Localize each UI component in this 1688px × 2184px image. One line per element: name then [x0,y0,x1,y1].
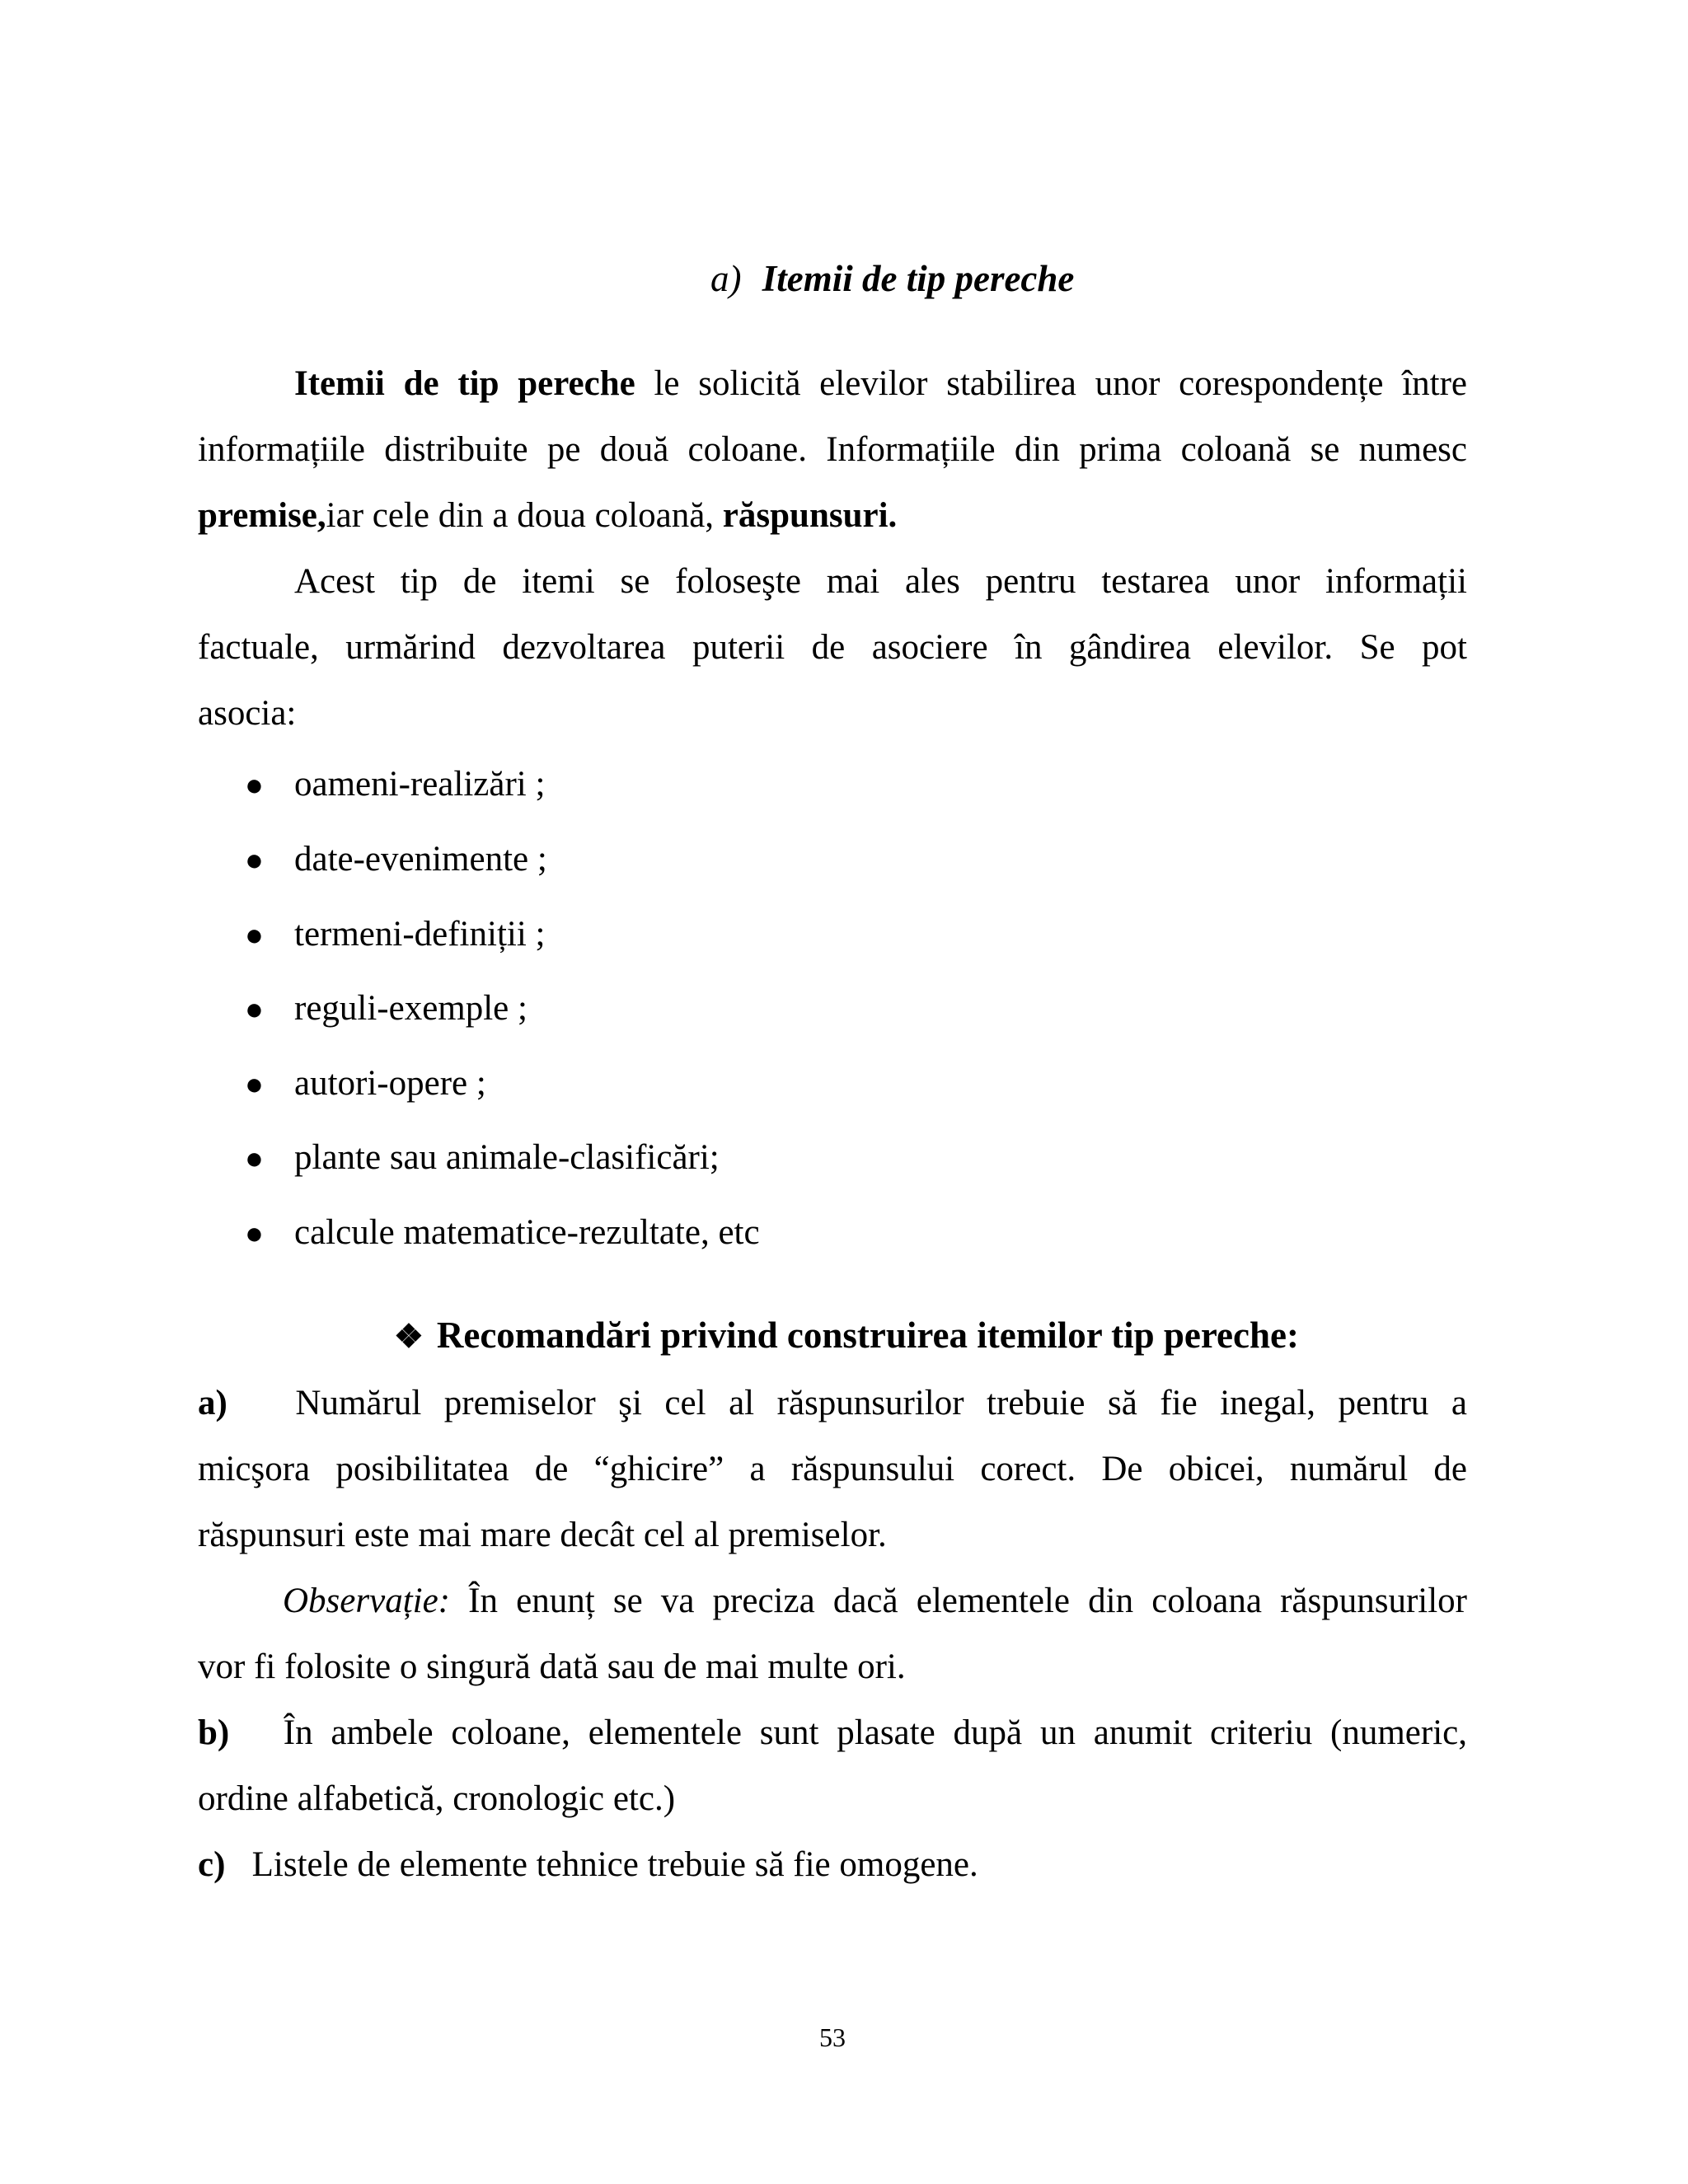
recommendation-c-line1 [198,1844,978,1886]
bullet-text: oameni-realizări ; [294,765,546,804]
bullet-icon: ● [245,918,264,953]
bullet-list-item [245,763,545,807]
bullet-text: reguli-exemple ; [294,989,528,1028]
recommendation-a-line3: răspunsuri este mai mare decât cel al premiselor. [198,1516,887,1554]
bullet-list-item [245,1137,720,1180]
recommendations-heading [394,1312,1299,1360]
recommendations-title: Recomandări privind construirea itemilor tip pereche: [436,1315,1299,1356]
recommendation-a-label: a) [198,1384,227,1422]
paragraph1-premise-term: premise, [198,496,326,535]
section-heading [710,255,1074,302]
observation-line2: vor fi folosite o singură dată sau de mai multe ori. [198,1647,906,1686]
observation-line1 [283,1580,1467,1623]
diamond-bullet-icon: ❖ [394,1318,424,1355]
section-heading-prefix: a) [710,258,742,299]
bullet-icon: ● [245,1216,264,1251]
bullet-list-item [245,913,546,957]
recommendation-b-line1 [198,1712,1467,1755]
paragraph2-line3: asocia: [198,694,297,733]
recommendation-c-text: Listele de elemente tehnice trebuie să fie omogene. [251,1845,978,1884]
bullet-list-item [245,1062,486,1106]
observation-label: Observație: [283,1582,450,1620]
recommendation-b-line2: ordine alfabetică, cronologic etc.) [198,1779,676,1818]
recommendation-a-line2: micşora posibilitatea de “ghicire” a răspunsului corect. De obicei, numărul de [198,1450,1467,1488]
paragraph1-line3 [198,494,897,537]
recommendation-a-text: Numărul premiselor şi cel al răspunsurilor trebuie să fie inegal, pentru a [295,1384,1468,1422]
bullet-icon: ● [245,768,264,803]
paragraph1-line1 [294,363,1467,405]
bullet-icon: ● [245,992,264,1027]
bullet-text: date-evenimente ; [294,840,547,879]
recommendation-b-label: b) [198,1713,230,1752]
paragraph1-line3-text: iar cele din a doua coloană, [326,496,723,535]
bullet-text: termeni-definiții ; [294,915,546,954]
paragraph1-line2: informațiile distribuite pe două coloane. Informațiile din prima coloană se numesc [198,430,1467,469]
observation-text: În enunț se va preciza dacă elementele din coloana răspunsurilor [450,1582,1467,1620]
bullet-text: autori-opere ; [294,1064,486,1103]
paragraph1-response-term: răspunsuri. [722,496,898,535]
section-heading-title: Itemii de tip pereche [762,258,1075,299]
paragraph2-line1: Acest tip de itemi se foloseşte mai ales pentru testarea unor informații [294,562,1467,601]
recommendation-c-label: c) [198,1845,226,1884]
bullet-text: calcule matematice-rezultate, etc [294,1213,760,1252]
paragraph2-line2: factuale, urmărind dezvoltarea puterii de asociere în gândirea elevilor. Se pot [198,628,1467,667]
bullet-icon: ● [245,843,264,878]
paragraph1-line1-text: le solicită elevilor stabilirea unor corespondențe între [635,364,1467,403]
recommendation-a-line1 [198,1382,1467,1425]
bullet-text: plante sau animale-clasificări; [294,1138,720,1177]
paragraph1-bold-term: Itemii de tip pereche [294,364,635,403]
bullet-list-item [245,987,528,1031]
bullet-icon: ● [245,1141,264,1176]
page-number: 53 [819,2022,846,2052]
bullet-list-item [245,1212,760,1255]
bullet-icon: ● [245,1067,264,1102]
bullet-list-item [245,838,547,882]
recommendation-b-text: În ambele coloane, elementele sunt plasate după un anumit criteriu (numeric, [283,1713,1467,1752]
